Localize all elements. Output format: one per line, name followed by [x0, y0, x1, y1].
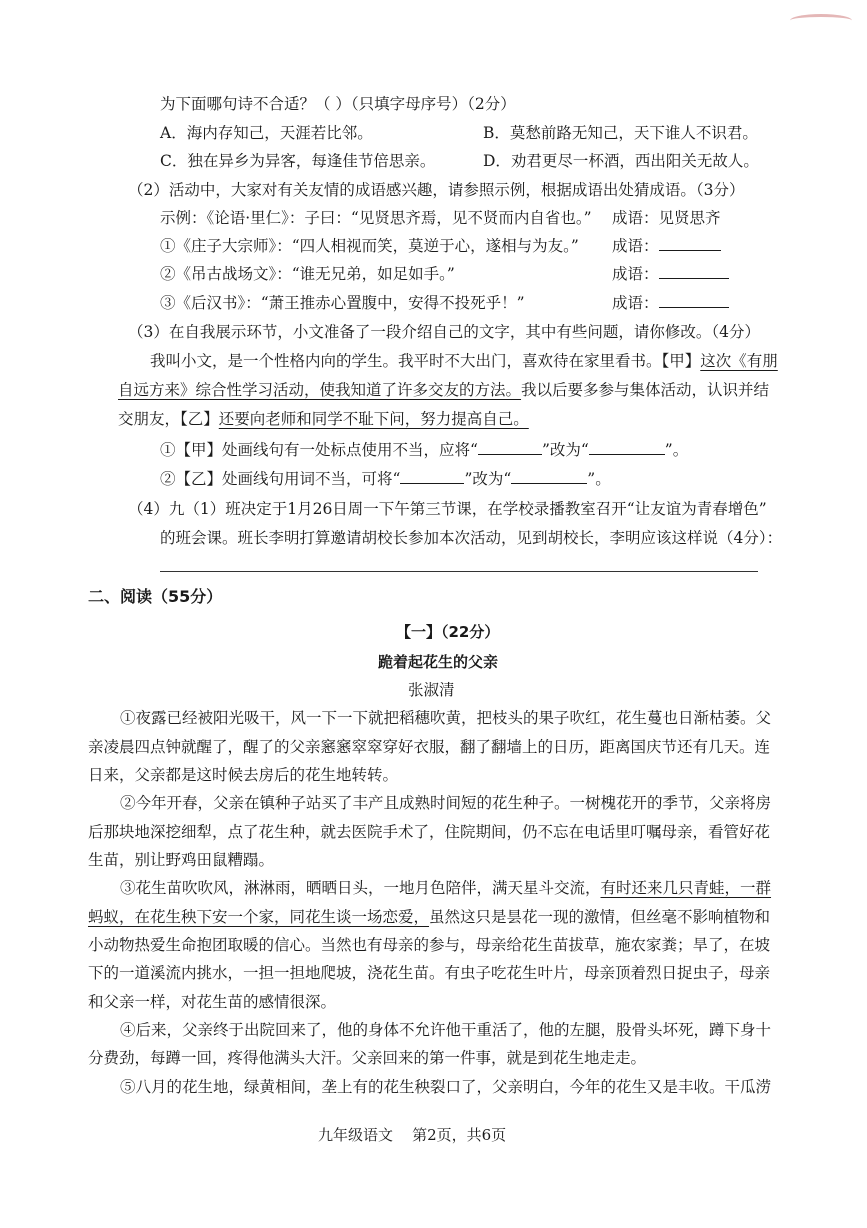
answer-blank[interactable]: [659, 236, 721, 251]
answer-blank[interactable]: [400, 469, 464, 484]
q1-option-d: D．劝君更尽一杯酒，西出阳关无故人。: [483, 152, 759, 170]
answer-blank[interactable]: [659, 264, 729, 279]
article-p3-line: 和父亲一样，对花生苗的感情很深。: [88, 993, 337, 1011]
part-heading: 【一】（22分）: [396, 623, 500, 641]
q3-para-line-2: 自远方来》综合性学习活动，使我知道了许多交友的方法。我以后要多参与集体活动，认识并结: [118, 381, 770, 399]
q4-line-1: （4）九（1）班决定于1月26日周一下午第三节课，在学校录播教室召开“让友谊为青春增色”: [128, 500, 767, 518]
q4-line-2: 的班会课。班长李明打算邀请胡校长参加本次活动，见到胡校长，李明应该这样说（4分）：: [160, 529, 783, 547]
corner-mark: [790, 14, 852, 27]
q1-option-c: C．独在异乡为异客，每逢佳节倍思亲。: [160, 152, 436, 170]
q2-answer-1: 成语：: [612, 236, 721, 256]
article-author: 张淑清: [408, 681, 455, 699]
q1-option-b: B．莫愁前路无知己，天下谁人不识君。: [483, 124, 758, 142]
article-p1-line: ①夜露已经被阳光吸干，风一下一下就把稻穗吹黄，把枝头的果子吹红，花生蔓也日渐枯萎。父: [120, 709, 772, 727]
article-p4-line: ④后来，父亲终于出院回来了，他的身体不允许他干重活了，他的左腿，股骨头坏死，蹲下身十: [120, 1021, 772, 1039]
q2-example-answer: 成语：见贤思齐: [612, 209, 721, 227]
article-p1-line: 亲凌晨四点钟就醒了，醒了的父亲窸窸窣窣穿好衣服，翻了翻墙上的日历，距离国庆节还有几天。连: [88, 738, 771, 756]
article-p3-line: 下的一道溪流内挑水，一担一担地爬坡，浇花生苗。有虫子吃花生叶片，母亲顶着烈日捉虫子，母亲: [88, 964, 771, 982]
answer-blank[interactable]: [511, 469, 587, 484]
q2-item-2: ②《吊古战场文》：“谁无兄弟，如足如手。”: [160, 265, 455, 283]
article-p4-line: 分费劲，每蹲一回，疼得他满头大汗。父亲回来的第一件事，就是到花生地走走。: [88, 1049, 647, 1067]
article-p2-line: 后那块地深挖细犁，点了花生种，就去医院手术了，住院期间，仍不忘在电话里叮嘱母亲，看管好花: [88, 823, 771, 841]
article-p3-line: 小动物热爱生命抱团取暖的信心。当然也有母亲的参与，母亲给花生苗拔草，施农家粪；旱了，在坡: [88, 936, 771, 954]
page-footer: 九年级语文 第2页，共6页: [318, 1126, 507, 1144]
article-p1-line: 日来，父亲都是这时候去房后的花生地转转。: [88, 766, 399, 784]
article-p5-line: ⑤八月的花生地，绿黄相间，垄上有的花生秧裂口了，父亲明白，今年的花生又是丰收。干瓜涝: [120, 1078, 772, 1096]
answer-blank[interactable]: [478, 440, 542, 455]
q2-example: 示例：《论语·里仁》：子曰：“见贤思齐焉，见不贤而内自省也。”: [160, 209, 592, 227]
q3-task-2: ②【乙】处画线句用词不当，可将“ ”改为“ ”。: [160, 470, 611, 488]
q3-para-line-1: 我叫小文，是一个性格内向的学生。我平时不大出门，喜欢待在家里看书。【甲】这次《有朋: [150, 352, 778, 370]
article-title: 跪着起花生的父亲: [378, 653, 499, 671]
answer-blank[interactable]: [659, 293, 729, 308]
article-p3-line: 蚂蚁，在花生秧下安一个家，同花生谈一场恋爱，虽然这只是昙花一现的激情，但丝毫不影响植物和: [88, 908, 771, 926]
article-p3-line: ③花生苗吹吹风，淋淋雨，晒晒日头，一地月色陪伴，满天星斗交流，有时还来几只青蛙，一群: [120, 879, 772, 897]
q2-answer-2: 成语：: [612, 264, 729, 284]
q3-intro: （3）在自我展示环节，小文准备了一段介绍自己的文字，其中有些问题，请你修改。（4分）: [128, 323, 760, 341]
q1-option-a: A．海内存知己，天涯若比邻。: [160, 124, 373, 142]
q2-intro: （2）活动中，大家对有关友情的成语感兴趣，请参照示例，根据成语出处猜成语。（3分）: [128, 181, 745, 199]
q1-prompt: 为下面哪句诗不合适？（ ）（只填字母序号）（2分）: [160, 95, 516, 113]
answer-blank[interactable]: [589, 440, 665, 455]
q3-para-line-3: 交朋友，【乙】还要向老师和同学不耻下问，努力提高自己。: [118, 410, 529, 428]
q2-item-3: ③《后汉书》：“萧王推赤心置腹中，安得不投死乎！”: [160, 294, 525, 312]
section-heading: 二、阅读（55分）: [88, 587, 223, 606]
q2-answer-3: 成语：: [612, 293, 729, 313]
article-p2-line: 生苗，别让野鸡田鼠糟蹋。: [88, 851, 275, 869]
q4-answer-line[interactable]: [160, 571, 758, 572]
article-p2-line: ②今年开春，父亲在镇种子站买了丰产且成熟时间短的花生种子。一树槐花开的季节，父亲将房: [120, 794, 772, 812]
q2-item-1: ①《庄子大宗师》：“四人相视而笑，莫逆于心，遂相与为友。”: [160, 237, 579, 255]
q3-task-1: ①【甲】处画线句有一处标点使用不当，应将“ ”改为“ ”。: [160, 441, 689, 459]
